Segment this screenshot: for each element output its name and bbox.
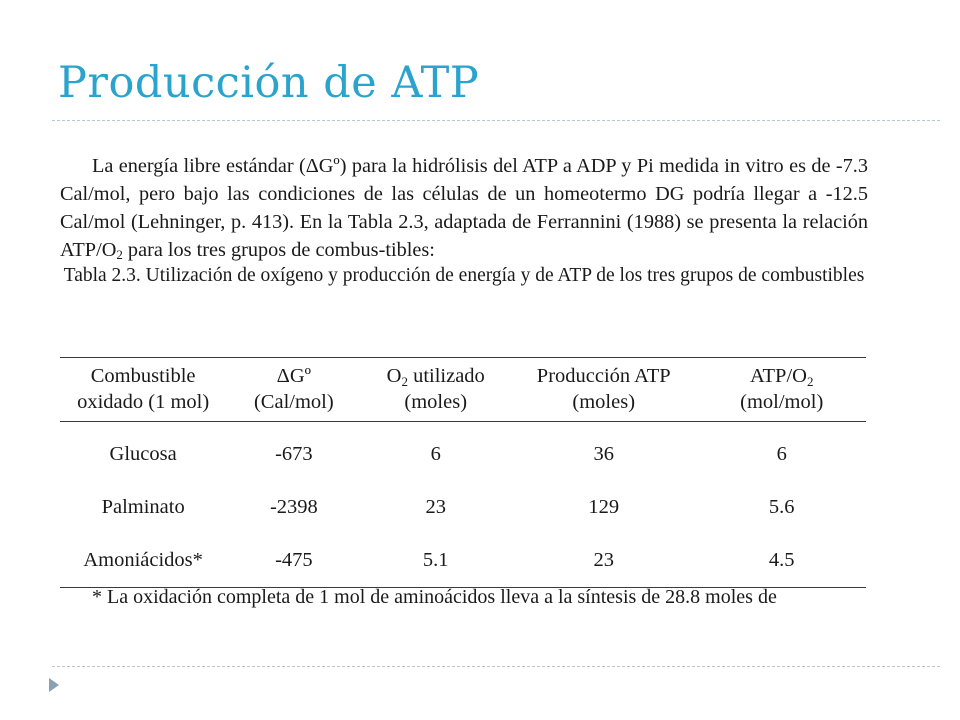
- header-dg-line1: ΔGº: [276, 365, 312, 387]
- table-row: [60, 534, 866, 588]
- table-row: [60, 481, 866, 534]
- cell-atp: 36: [593, 443, 614, 465]
- header-atp-line1: Producción ATP: [536, 365, 671, 387]
- header-combustible-line1: Combustible: [90, 365, 196, 387]
- header-ratio-prefix: ATP/O: [749, 365, 807, 387]
- cell-fuel: Glucosa: [109, 443, 177, 465]
- table-row: [60, 422, 866, 482]
- cell-fuel: Amoniácidos*: [83, 549, 203, 571]
- document-image: [56, 152, 872, 288]
- cell-o2: 23: [425, 496, 446, 518]
- cell-dg: -475: [275, 549, 313, 571]
- cell-fuel: Palminato: [101, 496, 185, 518]
- atp-table: [60, 357, 866, 588]
- cell-dg: -673: [275, 443, 313, 465]
- cell-atp: 129: [588, 496, 620, 518]
- cell-ratio: 5.6: [768, 496, 795, 518]
- cell-ratio: 4.5: [768, 549, 795, 571]
- cell-atp: 23: [593, 549, 614, 571]
- triangle-right-icon[interactable]: [45, 676, 63, 694]
- table-header-row: [60, 358, 866, 422]
- table-caption: Tabla 2.3. Utilización de oxígeno y producción de energía y de ATP de los tres grupos de combustibles: [63, 265, 865, 286]
- header-atp-line2: (moles): [572, 391, 636, 413]
- slide-title: Producción de ATP: [58, 58, 480, 108]
- cell-dg: -2398: [269, 496, 318, 518]
- title-divider: [52, 120, 940, 121]
- paragraph-text-1: La energía libre estándar (ΔGº) para la hidrólisis del ATP a ADP y Pi medida in vitro es de -7.3 Cal/mol, pero bajo las condiciones de las células de un homeotermo DG podría llegar a -12.5 Cal/mol (Lehninger, p. 413). En la Tabla 2.3, adaptada de Ferrannini (1988) se presenta la relación ATP/O: [60, 155, 868, 261]
- cell-ratio: 6: [776, 443, 787, 465]
- header-o2-line2: (moles): [404, 391, 468, 413]
- header-combustible: [60, 358, 226, 422]
- paragraph-subscript: 2: [116, 247, 123, 262]
- header-o2-sub: 2: [401, 374, 408, 389]
- cell-o2: 5.1: [422, 549, 449, 571]
- table-footnote: * La oxidación completa de 1 mol de aminoácidos lleva a la síntesis de 28.8 moles de: [92, 586, 777, 608]
- header-atp: [510, 358, 697, 422]
- header-ratio-line2: (mol/mol): [740, 391, 824, 413]
- header-dg-line2: (Cal/mol): [253, 391, 334, 413]
- header-dg: [226, 358, 361, 422]
- intro-paragraph: [56, 152, 872, 264]
- header-o2-suffix: utilizado: [407, 365, 485, 387]
- header-combustible-line2: oxidado (1 mol): [77, 391, 210, 413]
- header-ratio: [697, 358, 866, 422]
- header-o2: [361, 358, 510, 422]
- footer-divider: [52, 666, 940, 667]
- cell-o2: 6: [430, 443, 441, 465]
- paragraph-text-2: para los tres grupos de combus-tibles:: [122, 239, 435, 261]
- header-o2-prefix: O: [386, 365, 402, 387]
- header-ratio-sub: 2: [806, 374, 814, 389]
